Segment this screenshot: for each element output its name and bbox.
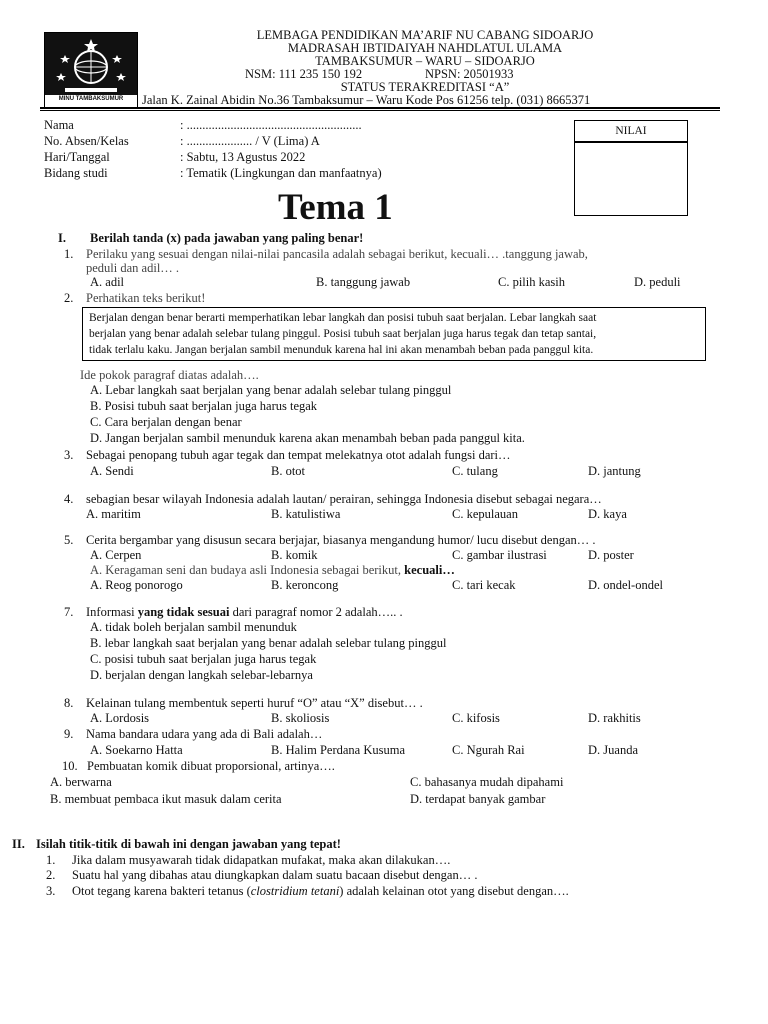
logo-caption: MINU TAMBAKSUMUR	[58, 96, 124, 102]
nilai-header: NILAI	[574, 120, 688, 142]
q6-option-d[interactable]: D. ondel-ondel	[588, 578, 663, 592]
q7-text-post: dari paragraf nomor 2 adalah….. .	[232, 605, 403, 619]
essay-3-text	[72, 884, 569, 899]
header-line-3: TAMBAKSUMUR – WARU – SIDOARJO	[315, 54, 535, 68]
section1-number: I.	[58, 231, 66, 245]
q6-text-emphasis: kecuali…	[404, 563, 455, 577]
q3-option-b[interactable]: B. otot	[271, 464, 306, 478]
nilai-box[interactable]	[574, 142, 688, 216]
q4-number: 4.	[64, 492, 74, 506]
essay-3-text-post: ) adalah kelainan otot yang disebut dengan….	[339, 884, 569, 898]
q9-option-b[interactable]: B. Halim Perdana Kusuma	[271, 743, 406, 757]
q10-option-d[interactable]: D. terdapat banyak gambar	[410, 792, 546, 806]
header-nsm: NSM: 111 235 150 192	[245, 67, 363, 81]
q4-option-d[interactable]: D. kaya	[588, 507, 627, 521]
q2-passage-line-3: tidak terlalu kaku. Jangan berjalan sambil menunduk karena hal ini akan menambah beban pada panggul kita.	[89, 344, 594, 356]
header-status: STATUS TERAKREDITASI “A”	[340, 80, 510, 94]
q8-option-c[interactable]: C. kifosis	[452, 711, 500, 725]
field-value-bidang: : Tematik (Lingkungan dan manfaatnya)	[180, 166, 382, 180]
q6-option-a[interactable]: A. Reog ponorogo	[90, 578, 183, 592]
essay-3-text-italic: clostridium tetani	[250, 884, 340, 898]
q1-option-c[interactable]: C. pilih kasih	[498, 275, 566, 289]
q5-option-c[interactable]: C. gambar ilustrasi	[452, 548, 547, 562]
q7-option-b[interactable]: B. lebar langkah saat berjalan yang benar adalah selebar tulang pinggul	[90, 636, 447, 650]
school-logo	[44, 32, 138, 108]
q3-option-c[interactable]: C. tulang	[452, 464, 498, 478]
section2-number: II.	[12, 837, 25, 851]
q4-option-c[interactable]: C. kepulauan	[452, 507, 518, 521]
page-title: Tema 1	[278, 187, 393, 228]
q7-option-d[interactable]: D. berjalan dengan langkah selebar-lebarnya	[90, 668, 313, 682]
essay-2-number: 2.	[46, 868, 56, 882]
q2-passage-line-1: Berjalan dengan benar berarti memperhatikan lebar langkah dan posisi tubuh saat berjalan. Lebar langkah saat	[89, 312, 597, 324]
field-label-hari: Hari/Tanggal	[44, 150, 110, 164]
q6-option-c[interactable]: C. tari kecak	[452, 578, 516, 592]
q7-text	[86, 605, 403, 620]
q3-option-d[interactable]: D. jantung	[588, 464, 641, 478]
q8-text: Kelainan tulang membentuk seperti huruf “O” atau “X” disebut… .	[86, 696, 423, 710]
q9-option-a[interactable]: A. Soekarno Hatta	[90, 743, 183, 757]
q3-option-a[interactable]: A. Sendi	[90, 464, 134, 478]
q1-option-a[interactable]: A. adil	[90, 275, 125, 289]
q2-option-c[interactable]: C. Cara berjalan dengan benar	[90, 415, 242, 429]
header-line-1: LEMBAGA PENDIDIKAN MA’ARIF NU CABANG SIDOARJO	[256, 28, 594, 42]
essay-1-number: 1.	[46, 853, 56, 867]
q4-option-b[interactable]: B. katulistiwa	[271, 507, 341, 521]
q2-text: Perhatikan teks berikut!	[86, 291, 206, 305]
q4-option-a[interactable]: A. maritim	[86, 507, 141, 521]
header-npsn: NPSN: 20501933	[425, 67, 514, 81]
q10-option-b[interactable]: B. membuat pembaca ikut masuk dalam cerita	[50, 792, 282, 806]
field-label-nama: Nama	[44, 118, 74, 132]
q6-text	[90, 563, 455, 578]
q10-option-c[interactable]: C. bahasanya mudah dipahami	[410, 775, 564, 789]
q6-option-b[interactable]: B. keroncong	[271, 578, 339, 592]
q1-option-b[interactable]: B. tanggung jawab	[316, 275, 411, 289]
q7-option-a[interactable]: A. tidak boleh berjalan sambil menunduk	[90, 620, 297, 634]
field-value-nama[interactable]: : ........................................................	[180, 118, 362, 132]
q1-number: 1.	[64, 247, 74, 261]
q9-option-c[interactable]: C. Ngurah Rai	[452, 743, 525, 757]
q1-option-d[interactable]: D. peduli	[634, 275, 681, 289]
q2-option-a[interactable]: A. Lebar langkah saat berjalan yang benar adalah selebar tulang pinggul	[90, 383, 452, 397]
q5-number: 5.	[64, 533, 74, 547]
field-value-hari: : Sabtu, 13 Agustus 2022	[180, 150, 306, 164]
field-label-absen: No. Absen/Kelas	[44, 134, 129, 148]
q5-text: Cerita bergambar yang disusun secara berjajar, biasanya mengandung humor/ lucu disebut dengan… .	[86, 533, 596, 547]
q10-number: 10.	[62, 759, 78, 773]
q7-option-c[interactable]: C. posisi tubuh saat berjalan juga harus tegak	[90, 652, 317, 666]
q2-question: Ide pokok paragraf diatas adalah….	[80, 368, 259, 382]
section1-instruction: Berilah tanda (x) pada jawaban yang paling benar!	[90, 231, 364, 245]
q8-number: 8.	[64, 696, 74, 710]
header-line-2: MADRASAH IBTIDAIYAH NAHDLATUL ULAMA	[287, 41, 563, 55]
q1-text: Perilaku yang sesuai dengan nilai-nilai pancasila adalah sebagai berikut, kecuali… .tanggung jawab,	[86, 247, 588, 261]
essay-2-text: Suatu hal yang dibahas atau diungkapkan dalam suatu bacaan disebut dengan… .	[72, 868, 478, 882]
header-address: Jalan K. Zainal Abidin No.36 Tambaksumur – Waru Kode Pos 61256 telp. (031) 8665371	[142, 93, 591, 107]
q7-text-emphasis: yang tidak sesuai	[137, 605, 230, 619]
q7-text-pre: Informasi	[86, 605, 135, 619]
q2-option-b[interactable]: B. Posisi tubuh saat berjalan juga harus tegak	[90, 399, 318, 413]
header-rule-thin	[40, 110, 720, 111]
q6-text-main: A. Keragaman seni dan budaya asli Indonesia sebagai berikut,	[90, 563, 402, 577]
q2-passage-line-2: berjalan yang benar adalah selebar tulang pinggul. Posisi tubuh saat berjalan juga harus tegak dan tetap santai,	[89, 328, 597, 340]
field-label-bidang: Bidang studi	[44, 166, 108, 180]
q5-option-d[interactable]: D. poster	[588, 548, 634, 562]
essay-1-text: Jika dalam musyawarah tidak didapatkan mufakat, maka akan dilakukan….	[72, 853, 451, 867]
q9-text: Nama bandara udara yang ada di Bali adalah…	[86, 727, 323, 741]
essay-3-text-pre: Otot tegang karena bakteri tetanus (	[72, 884, 251, 898]
field-value-absen[interactable]: : ..................... / V (Lima) A	[180, 134, 320, 148]
q5-option-b[interactable]: B. komik	[271, 548, 318, 562]
q3-number: 3.	[64, 448, 74, 462]
q7-number: 7.	[64, 605, 74, 619]
q10-option-a[interactable]: A. berwarna	[50, 775, 112, 789]
q9-number: 9.	[64, 727, 74, 741]
essay-3-number: 3.	[46, 884, 56, 898]
q4-text: sebagian besar wilayah Indonesia adalah lautan/ perairan, sehingga Indonesia disebut sebagai negara…	[86, 492, 602, 506]
q8-option-d[interactable]: D. rakhitis	[588, 711, 641, 725]
q3-text: Sebagai penopang tubuh agar tegak dan tempat melekatnya otot adalah fungsi dari…	[86, 448, 511, 462]
q8-option-a[interactable]: A. Lordosis	[90, 711, 150, 725]
q8-option-b[interactable]: B. skoliosis	[271, 711, 330, 725]
q5-option-a[interactable]: A. Cerpen	[90, 548, 142, 562]
section2-instruction: Isilah titik-titik di bawah ini dengan jawaban yang tepat!	[36, 837, 341, 851]
q9-option-d[interactable]: D. Juanda	[588, 743, 638, 757]
header-rule	[40, 107, 720, 109]
q1-text-cont: peduli dan adil… .	[86, 261, 180, 275]
q10-text: Pembuatan komik dibuat proporsional, artinya….	[87, 759, 335, 773]
q2-number: 2.	[64, 291, 74, 305]
q2-option-d[interactable]: D. Jangan berjalan sambil menunduk karena akan menambah beban pada panggul kita.	[90, 431, 525, 445]
q2-passage-box	[82, 307, 706, 361]
